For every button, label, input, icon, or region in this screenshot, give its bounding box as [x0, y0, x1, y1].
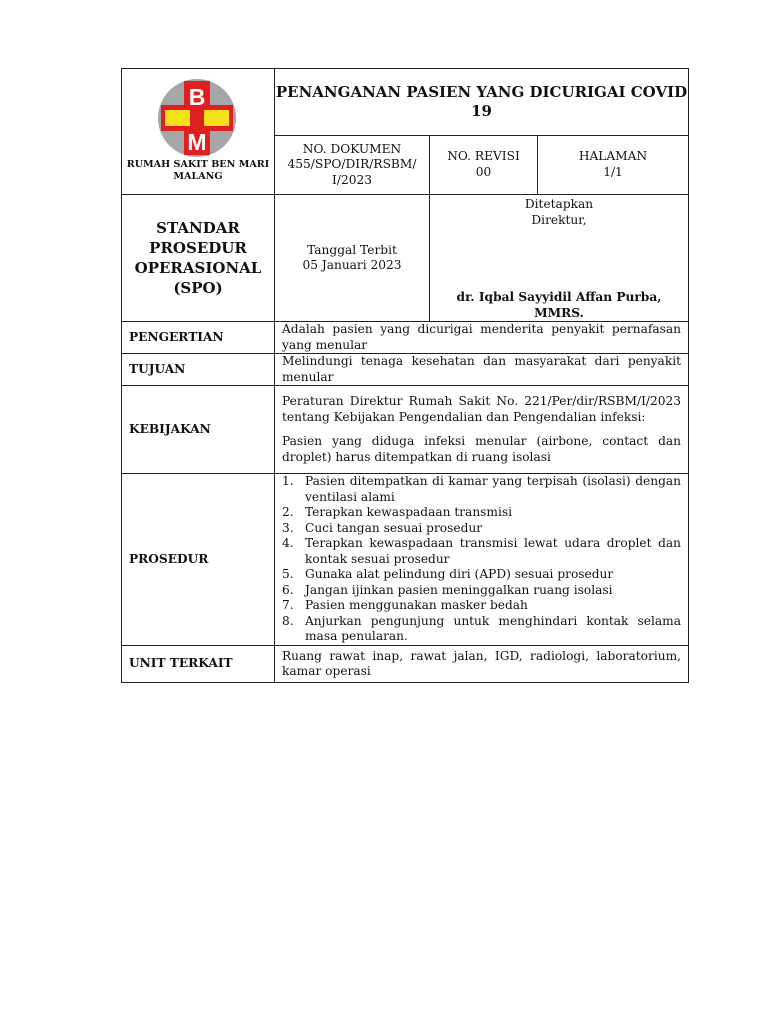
- no-revisi-cell: [430, 135, 538, 194]
- step-number: 8.: [282, 613, 294, 628]
- kebijakan-cell: [275, 386, 689, 474]
- spo-document-table: [121, 68, 689, 683]
- step-number: 4.: [282, 536, 294, 551]
- prosedur-label: PROSEDUR: [122, 474, 275, 646]
- step-text: Anjurkan pengunjung untuk menghindari kontak selama masa penularan.: [305, 613, 682, 644]
- step-text: Pasien ditempatkan di kamar yang terpisah (isolasi) dengan ventilasi alami: [305, 474, 682, 504]
- step-text: Pasien menggunakan masker bedah: [305, 598, 528, 613]
- step-number: 5.: [282, 567, 294, 582]
- prosedur-step: [282, 505, 681, 521]
- no-dokumen-cell: [275, 135, 430, 194]
- step-number: 2.: [282, 505, 294, 520]
- signatory-name: dr. Iqbal Sayyidil Affan Purba, MMRS.: [456, 290, 662, 320]
- prosedur-cell: [275, 474, 689, 646]
- hospital-logo: [154, 78, 240, 158]
- kebijakan-text-1: Peraturan Direktur Rumah Sakit No. 221/Per/dir/RSBM/I/2023 tentang Kebijakan Pengendalian dan Pengendalian infeksi:: [282, 394, 682, 424]
- kebijakan-label: KEBIJAKAN: [122, 386, 275, 474]
- step-text: Gunaka alat pelindung diri (APD) sesuai prosedur: [305, 567, 614, 582]
- prosedur-steps: [282, 474, 681, 645]
- prosedur-step: [282, 598, 681, 614]
- kebijakan-text-2: Pasien yang diduga infeksi menular (airbone, contact dan droplet) harus ditempatkan di ruang isolasi: [282, 434, 682, 464]
- no-revisi-value: 00: [475, 164, 492, 179]
- spo-title: STANDAR PROSEDUR OPERASIONAL (SPO): [122, 195, 275, 322]
- hospital-logo-icon: [154, 78, 240, 158]
- tanggal-terbit-cell: [275, 195, 430, 322]
- no-revisi-label: NO. REVISI: [447, 149, 520, 164]
- step-number: 1.: [282, 474, 294, 489]
- tanggal-terbit-value: 05 Januari 2023: [302, 258, 402, 272]
- unit-terkait-text: Ruang rawat inap, rawat jalan, IGD, radiologi, laboratorium, kamar operasi: [275, 646, 689, 683]
- prosedur-step: [282, 583, 681, 599]
- step-number: 6.: [282, 582, 294, 597]
- ditetapkan-label: Ditetapkan: [524, 197, 594, 211]
- tujuan-label: TUJUAN: [122, 354, 275, 386]
- step-text: Jangan ijinkan pasien meninggalkan ruang isolasi: [305, 582, 613, 597]
- prosedur-step: [282, 521, 681, 537]
- pengertian-text: Adalah pasien yang dicurigai menderita penyakit pernafasan yang menular: [275, 322, 689, 354]
- ditetapkan-cell: [430, 195, 689, 322]
- halaman-cell: [538, 135, 689, 194]
- no-dokumen-label: NO. DOKUMEN: [302, 141, 402, 156]
- halaman-label: HALAMAN: [578, 149, 648, 164]
- prosedur-step: [282, 536, 681, 567]
- tujuan-text: Melindungi tenaga kesehatan dan masyarakat dari penyakit menular: [275, 354, 689, 386]
- step-number: 3.: [282, 520, 294, 535]
- prosedur-step: [282, 567, 681, 583]
- step-text: Terapkan kewaspadaan transmisi: [305, 505, 513, 520]
- ditetapkan-block: [430, 197, 688, 228]
- unit-terkait-label: UNIT TERKAIT: [122, 646, 275, 683]
- logo-letter-b: B: [188, 84, 206, 110]
- no-dokumen-value: 455/SPO/DIR/RSBM/ I/2023: [287, 157, 417, 187]
- hospital-logo-cell: [122, 69, 275, 195]
- direktur-label: Direktur,: [531, 212, 587, 227]
- halaman-value: 1/1: [603, 164, 623, 179]
- pengertian-label: PENGERTIAN: [122, 322, 275, 354]
- step-text: Terapkan kewaspadaan transmisi lewat udara droplet dan kontak sesuai prosedur: [305, 536, 682, 566]
- prosedur-step: [282, 614, 681, 645]
- hospital-name: RUMAH SAKIT BEN MARI MALANG: [126, 159, 270, 182]
- document-title: PENANGANAN PASIEN YANG DICURIGAI COVID 19: [275, 69, 689, 136]
- prosedur-step: [282, 474, 681, 505]
- tanggal-terbit-label: Tanggal Terbit: [307, 242, 397, 257]
- step-number: 7.: [282, 598, 294, 613]
- step-text: Cuci tangan sesuai prosedur: [305, 520, 483, 535]
- logo-letter-m: M: [187, 129, 207, 155]
